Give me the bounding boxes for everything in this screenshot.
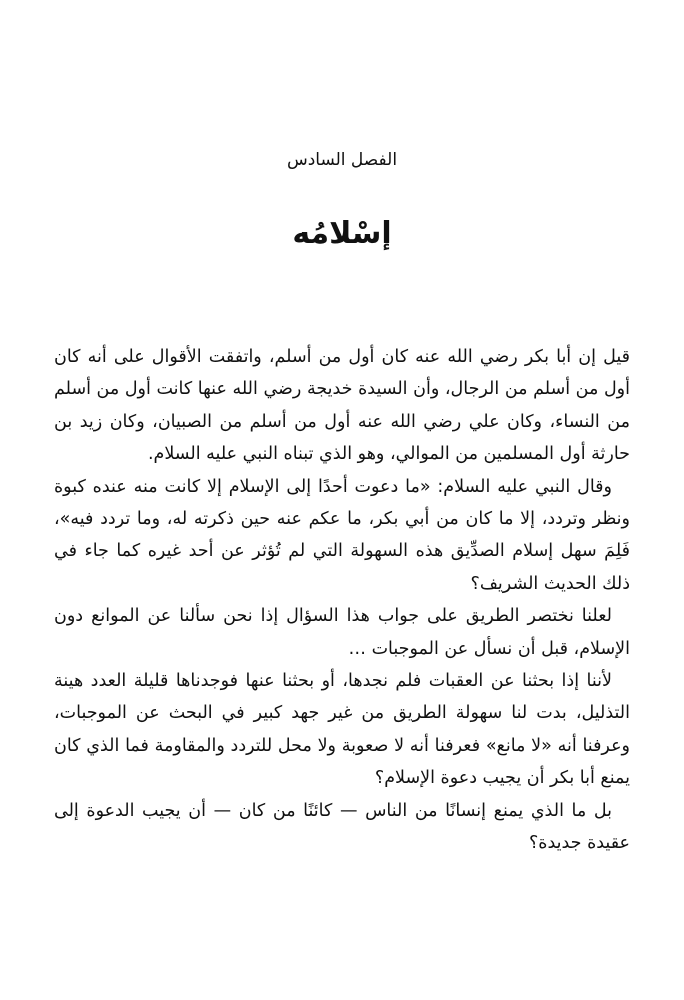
body-text [54, 341, 630, 860]
paragraph: لعلنا نختصر الطريق على جواب هذا السؤال إذا نحن سألنا عن الموانع دون الإسلام، قبل أن نسأل عن الموجبات … [54, 606, 630, 659]
paragraph: قيل إن أبا بكر رضي الله عنه كان أول من أسلم، واتفقت الأقوال على أنه كان أول من أسلم من الرجال، وأن السيدة خديجة رضي الله عنها كانت أول من أسلم من النساء، وكان علي رضي الله عنه أول من أسلم من الصبيان، وكان زيد بن حارثة أول المسلمين من الموالي، وهو الذي تبناه النبي عليه السلام. [54, 347, 630, 465]
paragraph: وقال النبي عليه السلام: «ما دعوت أحدًا إلى الإسلام إلا كانت منه عنده كبوة ونظر وتردد، إلا ما كان من أبي بكر، ما عكم عنه حين ذكرته له، وما تردد فيه»، فَلِمَ سهل إسلام الصدِّيق هذه السهولة التي لم تُؤثر عن أحد غيره كما جاء في ذلك الحديث الشريف؟ [54, 476, 630, 594]
chapter-title: إسْلامُه [292, 216, 392, 251]
paragraph: لأننا إذا بحثنا عن العقبات فلم نجدها، أو بحثنا عنها فوجدناها قليلة العدد هينة التذليل، بدت لنا سهولة الطريق من غير جهد كبير في البحث عن الموجبات، وعرفنا أنه «لا مانع» فعرفنا أنه لا صعوبة ولا محل للتردد والمقاومة فما الذي كان يمنع أبا بكر أن يجيب دعوة الإسلام؟ [54, 671, 630, 789]
paragraph: بل ما الذي يمنع إنسانًا من الناس — كائنًا من كان — أن يجيب الدعوة إلى عقيدة جديدة؟ [54, 800, 630, 854]
chapter-label: الفصل السادس [286, 150, 398, 170]
